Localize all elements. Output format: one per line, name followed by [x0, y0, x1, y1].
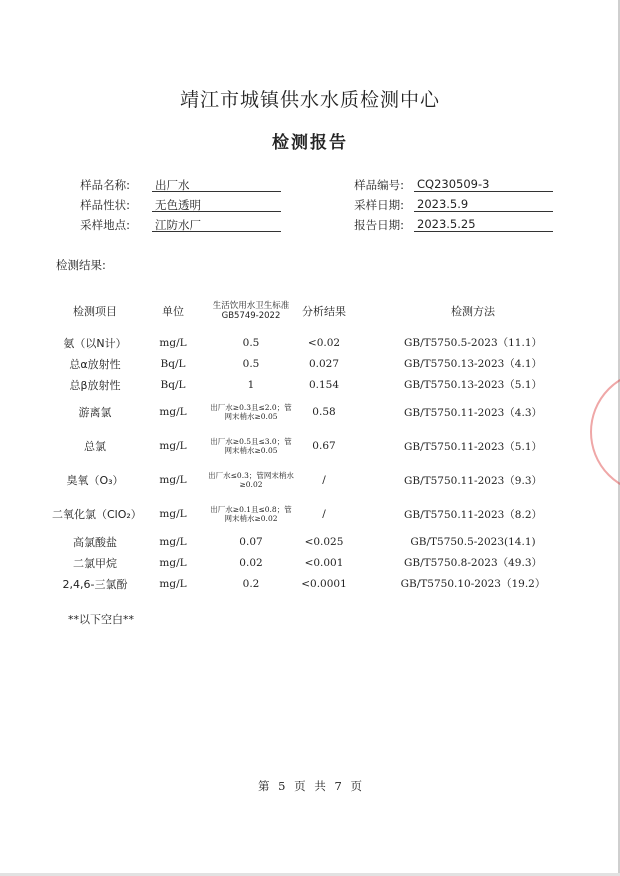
row-unit: mg/L: [159, 577, 187, 590]
row-result: <0.0001: [301, 577, 347, 590]
row-item: 氨（以N计）: [63, 336, 127, 350]
results-table: [52, 290, 592, 594]
row-result: 0.154: [308, 378, 340, 391]
red-stamp-edge: [590, 370, 620, 494]
table-header-row: [52, 290, 592, 332]
row-standard: 出厂水≥0.5且≤3.0；管网末梢水≥0.05: [210, 437, 292, 455]
page-number: 第 5 页 共 7 页: [258, 779, 362, 793]
results-section-title: 检测结果:: [56, 258, 106, 272]
row-item: 游离氯: [78, 406, 112, 419]
sample-state-value: 无色透明: [152, 197, 281, 212]
sampling-date-label: 采样日期:: [354, 198, 404, 212]
row-unit: mg/L: [159, 508, 187, 520]
row-method: GB/T5750.8-2023（49.3）: [403, 557, 543, 569]
header-item: 检测项目: [73, 305, 117, 318]
row-item: 总β放射性: [69, 378, 121, 392]
sampling-date-value: 2023.5.9: [414, 197, 553, 212]
table-row: [52, 353, 592, 374]
sample-location-label: 采样地点:: [80, 218, 130, 232]
header-result: 分析结果: [302, 305, 346, 318]
row-standard: 0.5: [242, 336, 260, 349]
row-result: 0.67: [312, 440, 336, 452]
table-row: [52, 429, 592, 463]
row-result: 0.027: [308, 357, 340, 370]
report-date-value: 2023.5.25: [414, 217, 553, 232]
row-item: 高氯酸盐: [73, 535, 117, 549]
row-method: GB/T5750.5-2023（11.1）: [403, 337, 543, 349]
row-method: GB/T5750.11-2023（8.2）: [403, 508, 543, 521]
row-unit: Bq/L: [160, 357, 186, 370]
row-result: /: [322, 474, 326, 486]
table-row: [52, 552, 592, 573]
row-standard: 0.2: [242, 577, 260, 590]
row-standard: 出厂水≥0.3且≤2.0；管网末梢水≥0.05: [210, 403, 292, 421]
organization-name: 靖江市城镇供水水质检测中心: [179, 89, 440, 111]
row-result: 0.58: [312, 406, 336, 418]
sample-id-label: 样品编号:: [354, 178, 404, 192]
end-note: **以下空白**: [68, 613, 134, 626]
row-item: 2,4,6-三氯酚: [62, 577, 128, 591]
row-item: 总氯: [84, 440, 106, 453]
row-result: <0.025: [304, 535, 344, 548]
row-unit: mg/L: [159, 406, 187, 418]
row-method: GB/T5750.11-2023（5.1）: [403, 440, 543, 453]
row-result: <0.02: [307, 336, 341, 349]
row-method: GB/T5750.11-2023（9.3）: [403, 474, 543, 487]
row-result: <0.001: [304, 556, 344, 569]
row-item: 总α放射性: [69, 357, 121, 371]
table-row: [52, 395, 592, 429]
table-row: [52, 463, 592, 497]
row-method: GB/T5750.11-2023（4.3）: [403, 406, 543, 419]
row-item: 二氯甲烷: [73, 556, 117, 570]
row-unit: mg/L: [159, 336, 187, 349]
row-item: 二氧化氯（ClO₂）: [52, 508, 142, 521]
table-row: [52, 573, 592, 594]
row-method: GB/T5750.13-2023（4.1）: [403, 358, 543, 370]
row-item: 臭氧（O₃）: [66, 474, 124, 487]
report-date-label: 报告日期:: [354, 218, 404, 232]
table-row: [52, 332, 592, 353]
row-method: GB/T5750.5-2023(14.1): [410, 535, 536, 548]
row-unit: mg/L: [159, 535, 187, 548]
header-standard: 生活饮用水卫生标准GB5749-2022: [212, 300, 290, 321]
row-unit: mg/L: [159, 440, 187, 452]
table-row: [52, 497, 592, 531]
sample-state-label: 样品性状:: [80, 198, 130, 212]
row-standard: 出厂水≤0.3；管网末梢水≥0.02: [208, 471, 294, 489]
sample-id-value: CQ230509-3: [414, 177, 553, 192]
row-result: /: [322, 508, 326, 520]
row-standard: 1: [247, 378, 255, 391]
row-method: GB/T5750.13-2023（5.1）: [403, 379, 543, 391]
row-unit: Bq/L: [160, 378, 186, 391]
report-title: 检测报告: [272, 133, 348, 153]
row-standard: 出厂水≥0.1且≤0.8；管网末梢水≥0.02: [210, 505, 292, 523]
row-standard: 0.02: [239, 556, 263, 569]
row-unit: mg/L: [159, 474, 187, 486]
row-unit: mg/L: [159, 556, 187, 569]
row-standard: 0.07: [239, 535, 263, 548]
table-row: [52, 531, 592, 552]
row-method: GB/T5750.10-2023（19.2）: [400, 578, 546, 590]
sample-name-label: 样品名称:: [80, 178, 130, 192]
header-method: 检测方法: [451, 305, 495, 318]
sample-location-value: 江防水厂: [152, 217, 281, 232]
table-row: [52, 374, 592, 395]
header-unit: 单位: [162, 305, 184, 318]
sample-name-value: 出厂水: [152, 177, 281, 192]
row-standard: 0.5: [242, 357, 260, 370]
